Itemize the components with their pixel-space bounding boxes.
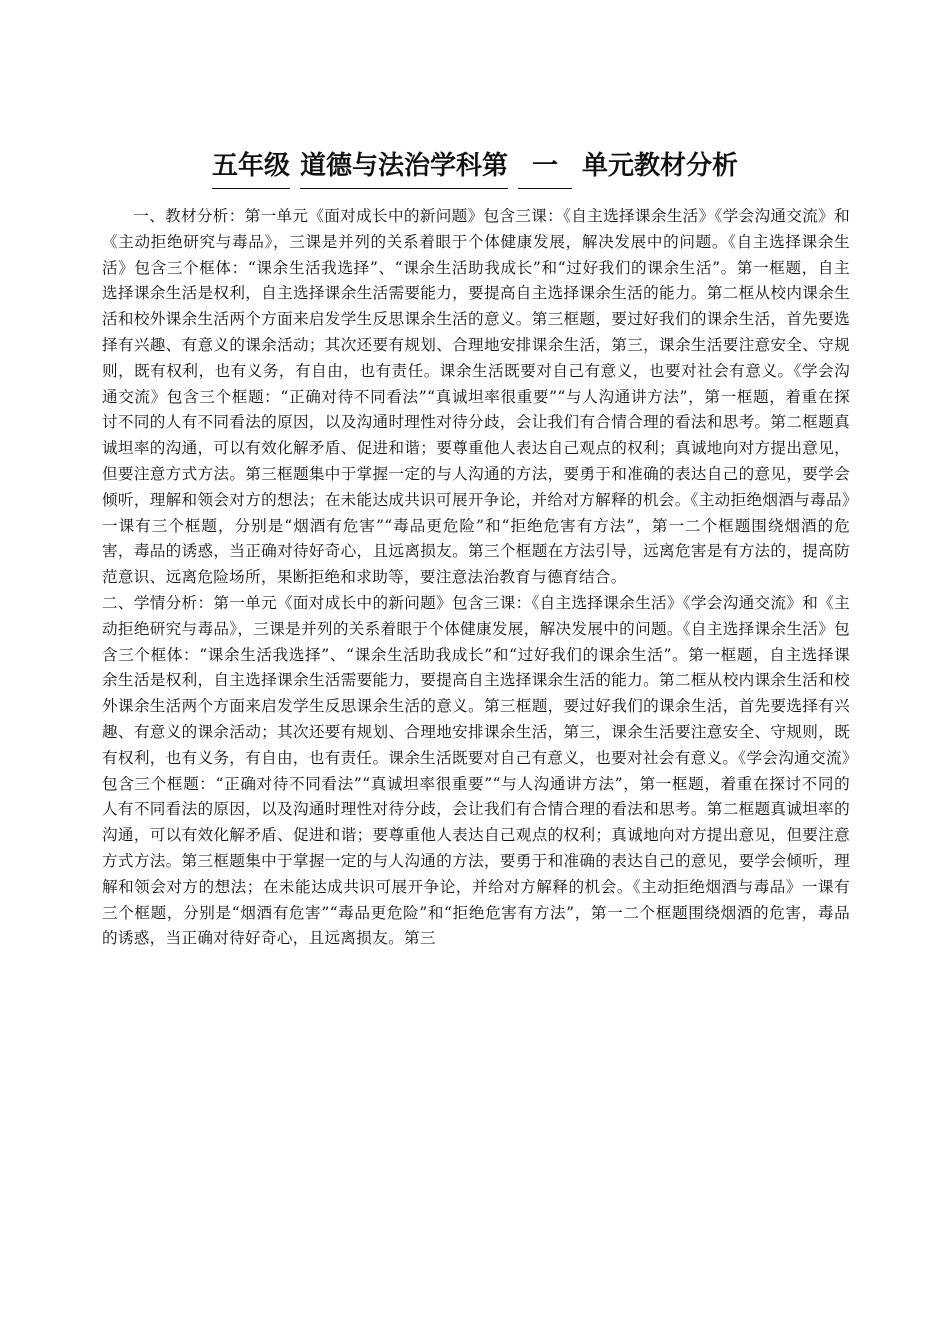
- title-suffix: 单元教材分析: [582, 151, 739, 181]
- title-unit-number: 一: [518, 148, 572, 189]
- paragraph-textbook-analysis: 一、教材分析：第一单元《面对成长中的新问题》包含三课：《自主选择课余生活》《学会沟通交流》和《主动拒绝研究与毒品》，三课是并列的关系着眼于个体健康发展，解决发展中的问题。《自主选择课余生活》包含三个框体：“课余生活我选择”、“课余生活助我成长”和“过好我们的课余生活”。第一框题，自主选择课余生活是权利，自主选择课余生活需要能力，要提高自主选择课余生活的能力。第二框从校内课余生活和校外课余生活两个方面来启发学生反思课余生活的意义。第三框题，要过好我们的课余生活，首先要选择有兴趣、有意义的课余活动；其次还要有规划、合理地安排课余生活，第三，课余生活要注意安全、守规则，既有权利，也有义务，有自由，也有责任。课余生活既要对自己有意义，也要对社会有意义。《学会沟通交流》包含三个框题：“正确对待不同看法”“真诚坦率很重要”“与人沟通讲方法”，第一框题，着重在探讨不同的人有不同看法的原因，以及沟通时理性对待分歧，会让我们有合情合理的看法和思考。第二框题真诚坦率的沟通，可以有效化解矛盾、促进和谐；要尊重他人表达自己观点的权利；真诚地向对方提出意见，但要注意方式方法。第三框题集中于掌握一定的与人沟通的方法，要勇于和准确的表达自己的意见，要学会倾听，理解和领会对方的想法；在未能达成共识可展开争论，并给对方解释的机会。《主动拒绝烟酒与毒品》一课有三个框题，分别是“烟酒有危害”“毒品更危险”和“拒绝危害有方法”，第一二个框题围绕烟酒的危害，毒品的诱惑，当正确对待好奇心，且远离损友。第三个框题在方法引导，远离危害是有方法的，提高防范意识、远离危险场所，果断拒绝和求助等，要注意法治教育与德育结合。: [102, 207, 850, 587]
- document-body: [102, 204, 850, 952]
- title-subject: 道德与法治学科第: [300, 148, 508, 189]
- document-title: [0, 148, 950, 189]
- paragraph-student-analysis: 二、学情分析：第一单元《面对成长中的新问题》包含三课：《自主选择课余生活》《学会沟通交流》和《主动拒绝研究与毒品》，三课是并列的关系着眼于个体健康发展，解决发展中的问题。《自主选择课余生活》包含三个框体：“课余生活我选择”、“课余生活助我成长”和“过好我们的课余生活”。第一框题，自主选择课余生活是权利，自主选择课余生活需要能力，要提高自主选择课余生活的能力。第二框从校内课余生活和校外课余生活两个方面来启发学生反思课余生活的意义。第三框题，要过好我们的课余生活，首先要选择有兴趣、有意义的课余活动；其次还要有规划、合理地安排课余生活，第三，课余生活要注意安全、守规则，既有权利，也有义务，有自由，也有责任。课余生活既要对自己有意义，也要对社会有意义。《学会沟通交流》包含三个框题：“正确对待不同看法”“真诚坦率很重要”“与人沟通讲方法”，第一框题，着重在探讨不同的人有不同看法的原因，以及沟通时理性对待分歧，会让我们有合情合理的看法和思考。第二框题真诚坦率的沟通，可以有效化解矛盾、促进和谐；要尊重他人表达自己观点的权利；真诚地向对方提出意见，但要注意方式方法。第三框题集中于掌握一定的与人沟通的方法，要勇于和准确的表达自己的意见，要学会倾听，理解和领会对方的想法；在未能达成共识可展开争论，并给对方解释的机会。《主动拒绝烟酒与毒品》一课有三个框题，分别是“烟酒有危害”“毒品更危险”和“拒绝危害有方法”，第一二个框题围绕烟酒的危害，毒品的诱惑，当正确对待好奇心，且远离损友。第三: [102, 593, 850, 948]
- title-grade: 五年级: [212, 148, 290, 189]
